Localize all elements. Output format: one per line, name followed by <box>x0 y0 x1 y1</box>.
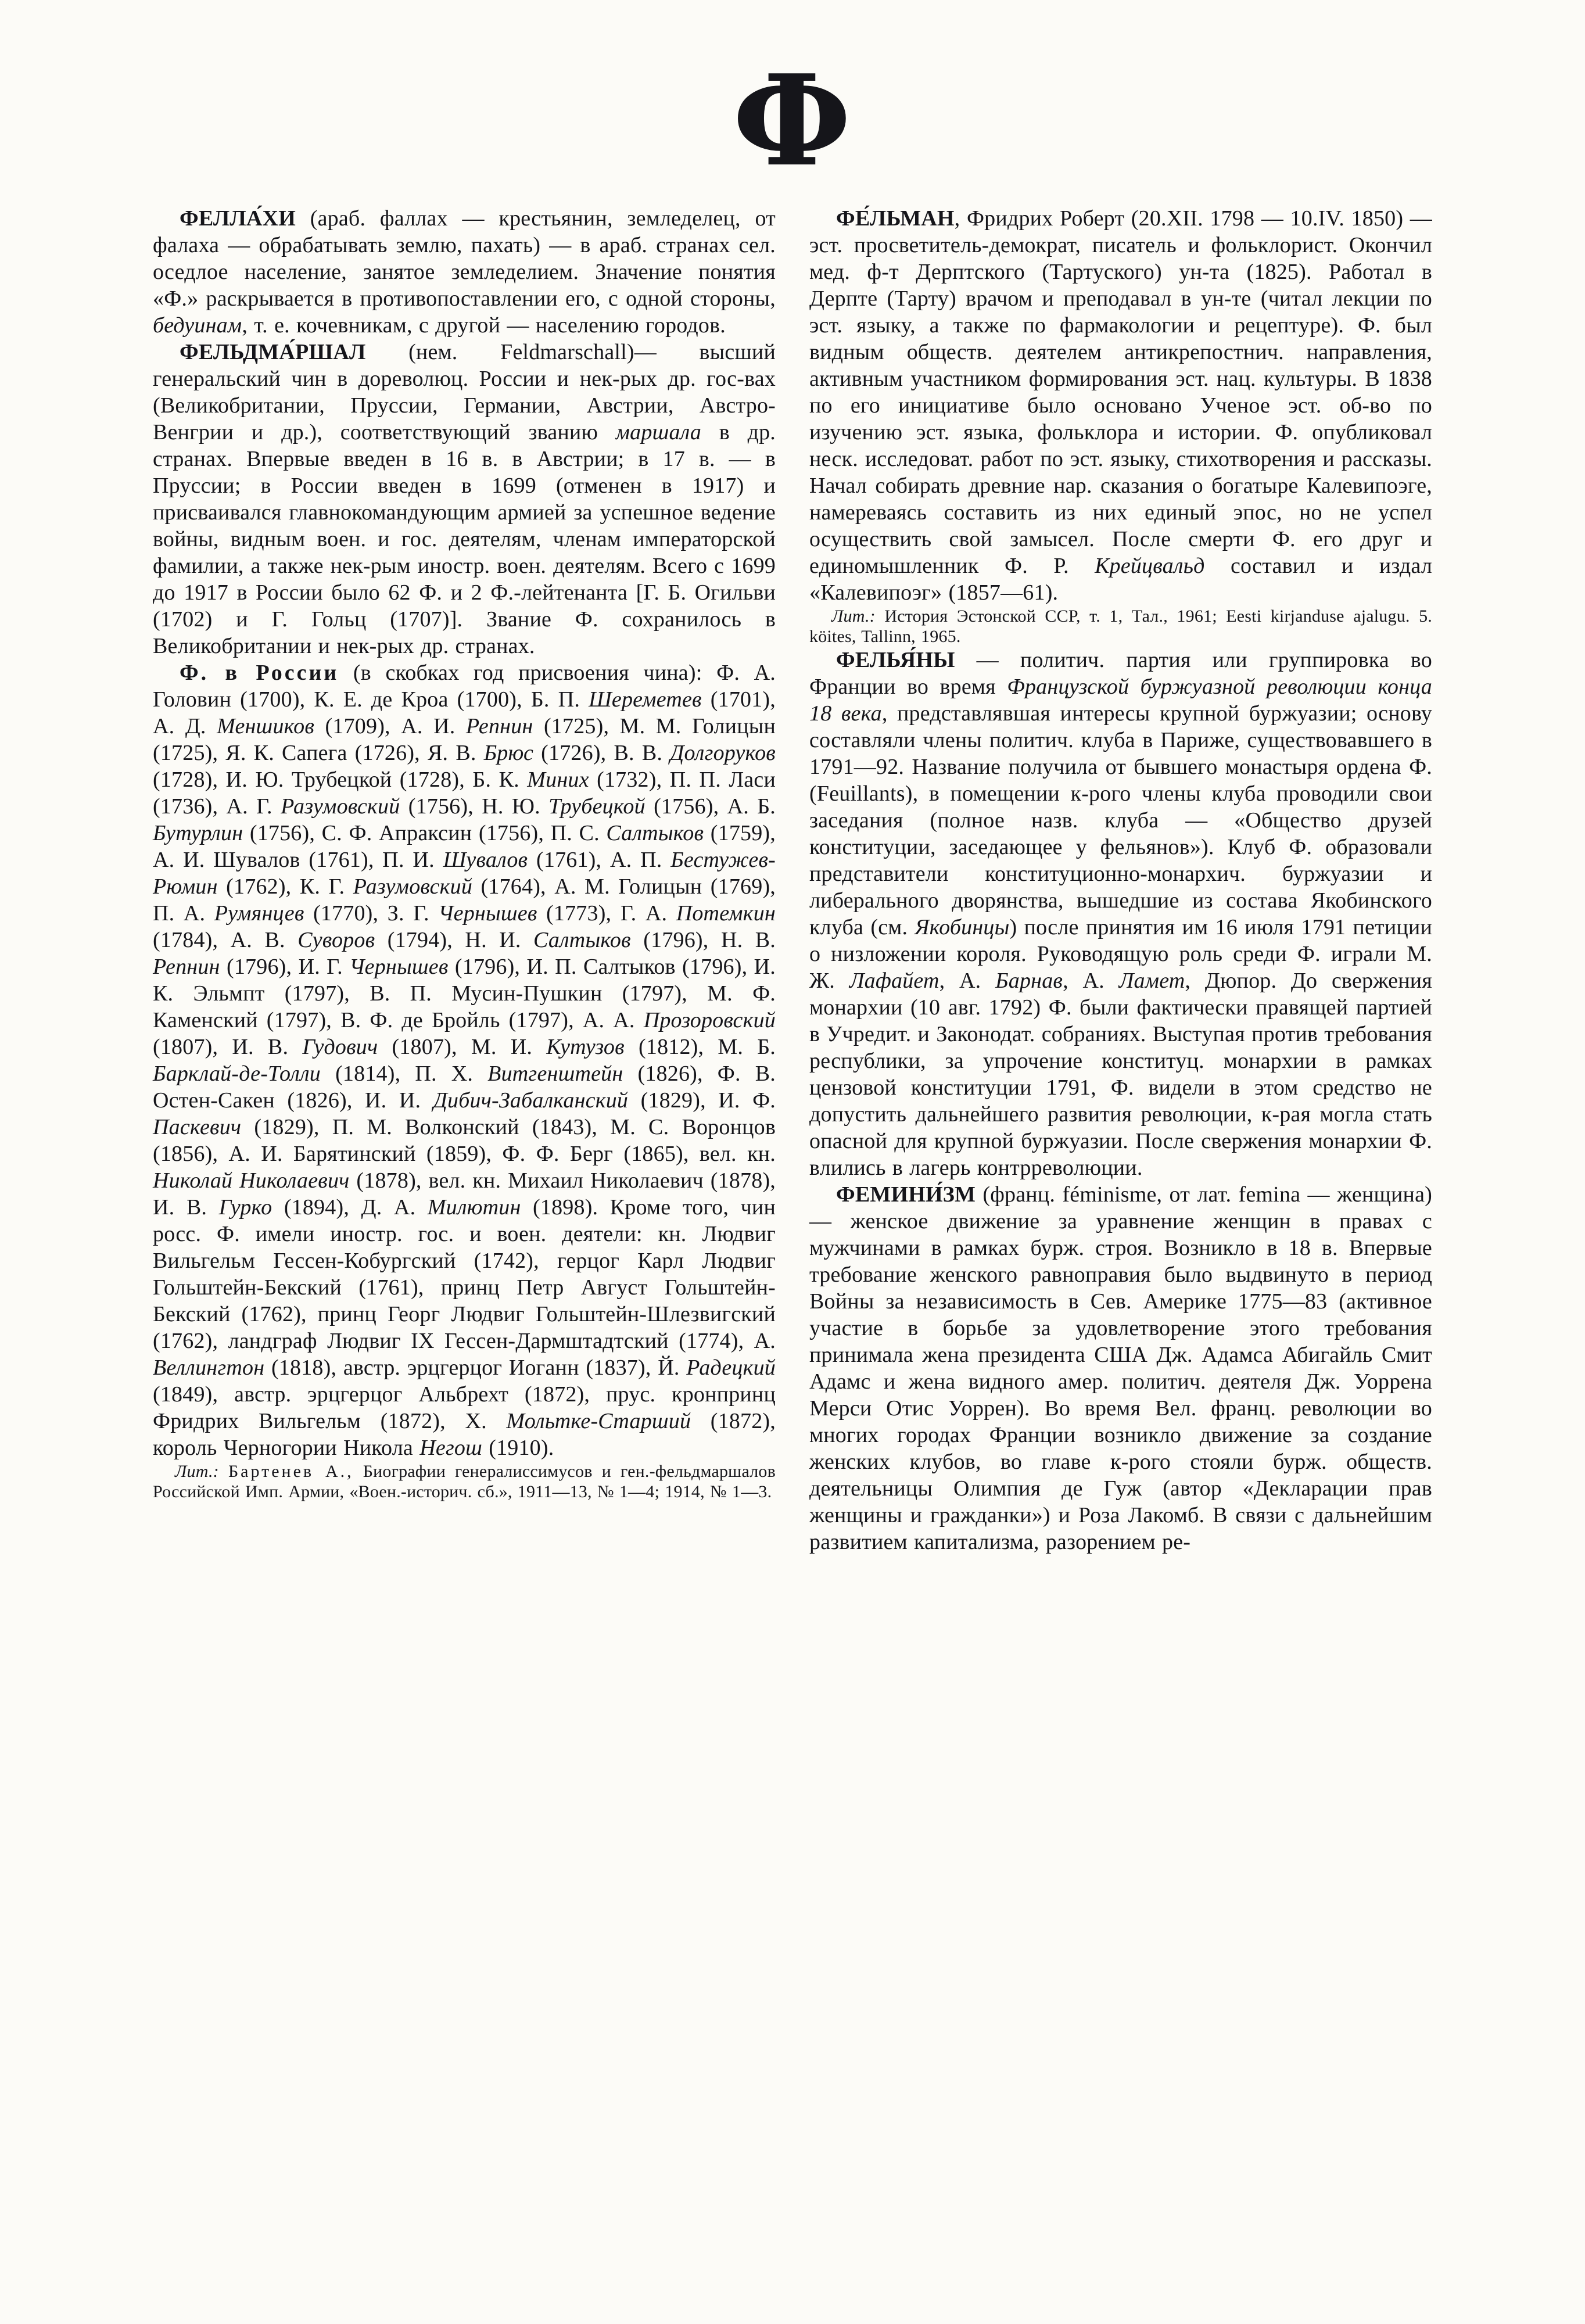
italic-run: Прозоровский <box>643 1008 776 1032</box>
right-column <box>809 205 1432 1555</box>
text-run: (1812), М. Б. <box>624 1035 776 1059</box>
headword: ФЕЛЬЯ́НЫ <box>836 648 955 672</box>
text-run: (1756), С. Ф. Апраксин (1756), П. С. <box>243 821 607 845</box>
text-run: История Эстонской ССР, т. 1, Тал., 1961; Eesti kirjanduse ajalugu. 5. köites, Tallinn, 1965. <box>809 607 1432 646</box>
text-run: в др. странах. Впервые введен в 16 в. в Австрии; в 17 в. — в Пруссии; в России введен в 1699 (отменен в 1917) и присваивался главнокомандующим армией за успешное ведение войны, видным воен. и гос. деятелям, членам императорской фамилии, а также нек-рым иностр. воен. деятелям. Всего с 1699 до 1917 в России было 62 Ф. и 2 Ф.-лейтенанта [Г. Б. Огильви (1702) и Г. Гольц (1707)]. Звание Ф. сохранилось в Великобритании и нек-рых др. странах. <box>153 420 776 658</box>
italic-run: Лит.: <box>831 607 876 626</box>
text-run: составил и издал «Калевипоэг» (1857—61). <box>809 554 1432 605</box>
italic-run: Суворов <box>297 928 375 952</box>
text-run: — политич. партия или группировка во Франции во время <box>809 648 1432 699</box>
article-paragraph <box>153 339 776 659</box>
text-run: (в скобках год присвоения чина): Ф. А. Головин (1700), К. Е. де Кроа (1700), Б. П. <box>153 661 776 712</box>
text-run: (1796), И. П. Салтыков (1796), И. К. Эльмпт (1797), В. П. Мусин-Пушкин (1797), М. Ф. Каменский (1797), В. Ф. де Бройль (1797), А. А. <box>153 955 776 1032</box>
italic-run: Якобинцы <box>915 915 1010 939</box>
article-paragraph <box>153 659 776 1461</box>
italic-run: Бестужев-Рюмин <box>153 848 776 899</box>
text-run: (1849), австр. эрцгерцог Альбрехт (1872), прус. кронпринц Фридрих Вильгельм (1872), Х. <box>153 1382 776 1433</box>
text-run: (франц. féminisme, от лат. femina — женщина) — женское движение за уравнение женщин в правах с мужчинами в рамках бурж. строя. Возникло в 18 в. Впервые требование женского равноправия было выдвинуто в период Войны за независимость в Сев. Америке 1775—83 (активное участие в борьбе за удовлетворение этого требования принимала жена президента США Дж. Адамса Абигайль Смит Адамс и жена видного амер. политич. деятеля Дж. Уоррена Мерси Отис Уоррен). Во время Вел. франц. революции во многих городах Франции возникло движение за создание женских клубов, во главе к-рого стояли бурж. обществ. деятельницы Олимпия де Гуж (автор «Декларации прав женщины и гражданки») и Роза Лакомб. В связи с дальнейшим развитием капитализма, разорением ре- <box>809 1182 1432 1554</box>
italic-run: Салтыков <box>606 821 704 845</box>
italic-run: Меншиков <box>217 714 315 738</box>
italic-run: Чернышев <box>438 901 537 926</box>
text-run: (1761), А. П. <box>528 848 671 872</box>
article-paragraph <box>809 647 1432 1181</box>
italic-run: Бутурлин <box>153 821 243 845</box>
italic-run: Веллингтон <box>153 1355 265 1380</box>
text-run: , Фридрих Роберт (20.XII. 1798 — 10.IV. 1850) — эст. просветитель-демократ, писатель и фольклорист. Окончил мед. ф-т Дерптского (Тартуского) ун-та (1825). Работал в Дерпте (Тарту) врачом и преподавал в ун-те (читал лекции по эст. языку, а также по фармакологии и рецептуре). Ф. был видным обществ. деятелем антикрепостнич. направления, активным участником формирования эст. нац. культуры. В 1838 по его инициативе было основано Ученое эст. об-во по изучению эст. языка, фольклора и истории. Ф. опубликовал неск. исследоват. работ по эст. языку, стихотворения и рассказы. Начал собирать древние нар. сказания о богатыре Калевипоэге, намереваясь составить из них единый эпос, но не успел осуществить свой замысел. После смерти Ф. его друг и единомышленник Ф. Р. <box>809 206 1432 578</box>
text-run: (1726), В. В. <box>533 741 670 765</box>
text-run: (1807), М. И. <box>378 1035 547 1059</box>
italic-run: Французской буржуазной революции конца 18 века <box>809 675 1432 726</box>
text-run: , А. <box>939 969 996 993</box>
italic-run: Репнин <box>465 714 533 738</box>
italic-run: Ламет <box>1118 969 1185 993</box>
italic-run: Чернышев <box>349 955 449 979</box>
article-paragraph <box>809 205 1432 606</box>
text-run: , А. <box>1063 969 1119 993</box>
article-fellahi <box>153 205 776 339</box>
headword: ФЕЛЛА́ХИ <box>180 206 296 231</box>
italic-run: Разумовский <box>353 874 473 899</box>
italic-run: Паскевич <box>153 1115 242 1139</box>
text-run: (1762), К. Г. <box>217 874 353 899</box>
text-run: (1894), Д. А. <box>272 1195 428 1220</box>
text-run: (1784), А. В. <box>153 928 298 952</box>
italic-run: Милютин <box>427 1195 521 1220</box>
headword: ФЕ́ЛЬМАН <box>836 206 955 231</box>
italic-run: Шереметев <box>589 687 702 712</box>
article-paragraph <box>153 205 776 339</box>
article-feljany <box>809 647 1432 1181</box>
text-run: , т. е. кочевникам, с другой — населению городов. <box>242 313 726 338</box>
italic-run: Мольтке-Старший <box>506 1409 691 1433</box>
headword: ФЕМИНИ́ЗМ <box>836 1182 976 1207</box>
text-run: (1878), вел. кн. Михаил Николаевич (1878), И. В. <box>153 1168 776 1220</box>
text-run: (1807), И. В. <box>153 1035 303 1059</box>
section-letter: Ф <box>733 47 852 194</box>
text-run: (1818), австр. эрцгерцог Иоганн (1837), Й. <box>264 1355 687 1380</box>
text-run: ) после принятия им 16 июля 1791 петиции о низложении короля. Руководящую роль среди Ф. играли М. Ж. <box>809 915 1432 993</box>
text-run: (1732), П. П. Ласи (1736), А. Г. <box>153 768 776 819</box>
article-feminizm <box>809 1181 1432 1555</box>
text-run: , представлявшая интересы крупной буржуазии; основу составляли члены политич. клуба в Париже, существовавшего в 1791—92. Название получила от бывшего монастыря ордена Ф. (Feuillants), в помещении к-рого члены клуба проводили свои заседания (полное назв. клуба — «Общество друзей конституции, заседающее у фельянов»). Клуб Ф. образовали представители конституционно-монархич. буржуазии и либерального дворянства, вышедшие из состава Якобинского клуба (см. <box>809 701 1432 939</box>
headword: ФЕЛЬДМА́РШАЛ <box>180 340 366 364</box>
text-run: (1796), Н. В. <box>630 928 776 952</box>
italic-run: маршала <box>615 420 702 444</box>
text-run: Бартенев А., <box>228 1462 354 1481</box>
italic-run: Разумовский <box>281 794 400 819</box>
italic-run: Салтыков <box>533 928 631 952</box>
italic-run: Потемкин <box>676 901 776 926</box>
italic-run: Брюс <box>483 741 534 765</box>
text-run: (араб. фаллах — крестьянин, земледелец, от фалаха — обрабатывать землю, пахать) — в араб. странах сел. оседлое население, занятое земледелием. Значение понятия «Ф.» раскрывается в противопоставлении его, с одной стороны, <box>153 206 776 311</box>
italic-run: Трубецкой <box>548 794 646 819</box>
italic-run: Барнав <box>995 969 1063 993</box>
text-run: , Дюпор. До свержения монархии (10 авг. 1792) Ф. были фактически правящей партией в Учредит. и Законодат. собраниях. Выступая против требования республики, за упрочение конституц. монархии в рамках цензовой конституции 1791, Ф. видели в этом средство не допустить дальнейшего развития революции, к-рая могла стать опасной для крупной буржуазии. После свержения монархии Ф. влились в лагерь контрреволюции. <box>809 969 1432 1180</box>
article-paragraph <box>809 1181 1432 1555</box>
text-run: (1829), И. Ф. <box>628 1088 776 1113</box>
literature-paragraph <box>809 606 1432 647</box>
italic-run: Лафайет <box>849 969 939 993</box>
italic-run: Репнин <box>153 955 220 979</box>
text-run: (1725), М. М. Голицын (1725), Я. К. Сапега (1726), Я. В. <box>153 714 776 765</box>
italic-run: Витгенштейн <box>487 1061 623 1086</box>
text-run: (1872), король Черногории Никола <box>153 1409 776 1460</box>
bold-run: Ф. в России <box>180 661 339 685</box>
italic-run: Дибич-Забалканский <box>433 1088 629 1113</box>
text-run: (1814), П. Х. <box>321 1061 488 1086</box>
text-run: (1756), А. Б. <box>645 794 776 819</box>
italic-run: Николай Николаевич <box>153 1168 350 1193</box>
text-run: (1756), Н. Ю. <box>400 794 549 819</box>
left-column <box>153 205 776 1555</box>
italic-run: Крейцвальд <box>1095 554 1205 578</box>
literature-paragraph <box>153 1461 776 1502</box>
text-run: (1773), Г. А. <box>537 901 676 926</box>
text-run: (1910). <box>482 1436 554 1460</box>
text-run: (нем. Feldmarschall)— высший генеральский чин в дореволюц. России и нек-рых др. гос-вах (Великобритании, Пруссии, Германии, Австрии, Австро-Венгрии и др.), соответствующий званию <box>153 340 776 444</box>
italic-run: Кутузов <box>546 1035 625 1059</box>
text-run: (1826), Ф. В. Остен-Сакен (1826), И. И. <box>153 1061 776 1113</box>
text-run: (1764), А. М. Голицын (1769), П. А. <box>153 874 776 926</box>
italic-run: Шувалов <box>443 848 528 872</box>
text-run: Биографии генералиссимусов и ген.-фельдмаршалов Российской Имп. Армии, «Воен.-историч. сб.», 1911—13, № 1—4; 1914, № 1—3. <box>153 1462 776 1501</box>
text-run: (1770), З. Г. <box>304 901 439 926</box>
text-run: (1759), А. И. Шувалов (1761), П. И. <box>153 821 776 872</box>
text-run: (1794), Н. И. <box>375 928 534 952</box>
italic-run: Румянцев <box>214 901 304 926</box>
italic-run: бедуинам <box>153 313 242 338</box>
italic-run: Радецкий <box>686 1355 776 1380</box>
italic-run: Негош <box>419 1436 483 1460</box>
text-run: (1796), И. Г. <box>220 955 350 979</box>
italic-run: Гурко <box>218 1195 272 1220</box>
italic-run: Миних <box>527 768 589 792</box>
text-run: (1898). Кроме того, чин росс. Ф. имели иностр. гос. и воен. деятели: кн. Людвиг Вильгельм Гессен-Кобургский (1742), герцог Карл Людвиг Гольштейн-Бекский (1761), принц Петр Август Гольштейн-Бекский (1762), принц Георг Людвиг Гольштейн-Шлезвигский (1762), ландграф Людвиг IX Гессен-Дармштадтский (1774), А. <box>153 1195 776 1353</box>
italic-run: Гудович <box>302 1035 378 1059</box>
article-felman <box>809 205 1432 647</box>
article-feldmarshal <box>153 339 776 1502</box>
text-run: (1701), А. Д. <box>153 687 776 738</box>
text-run: (1709), А. И. <box>314 714 466 738</box>
text-run: (1829), П. М. Волконский (1843), М. С. Воронцов (1856), А. И. Барятинский (1859), Ф. Ф. Берг (1865), вел. кн. <box>153 1115 776 1166</box>
italic-run: Лит.: <box>175 1462 219 1481</box>
text-run <box>219 1462 228 1481</box>
italic-run: Барклай-де-Толли <box>153 1061 321 1086</box>
text-columns <box>153 205 1432 1555</box>
text-run: (1728), И. Ю. Трубецкой (1728), Б. К. <box>153 768 528 792</box>
italic-run: Долгоруков <box>670 741 776 765</box>
